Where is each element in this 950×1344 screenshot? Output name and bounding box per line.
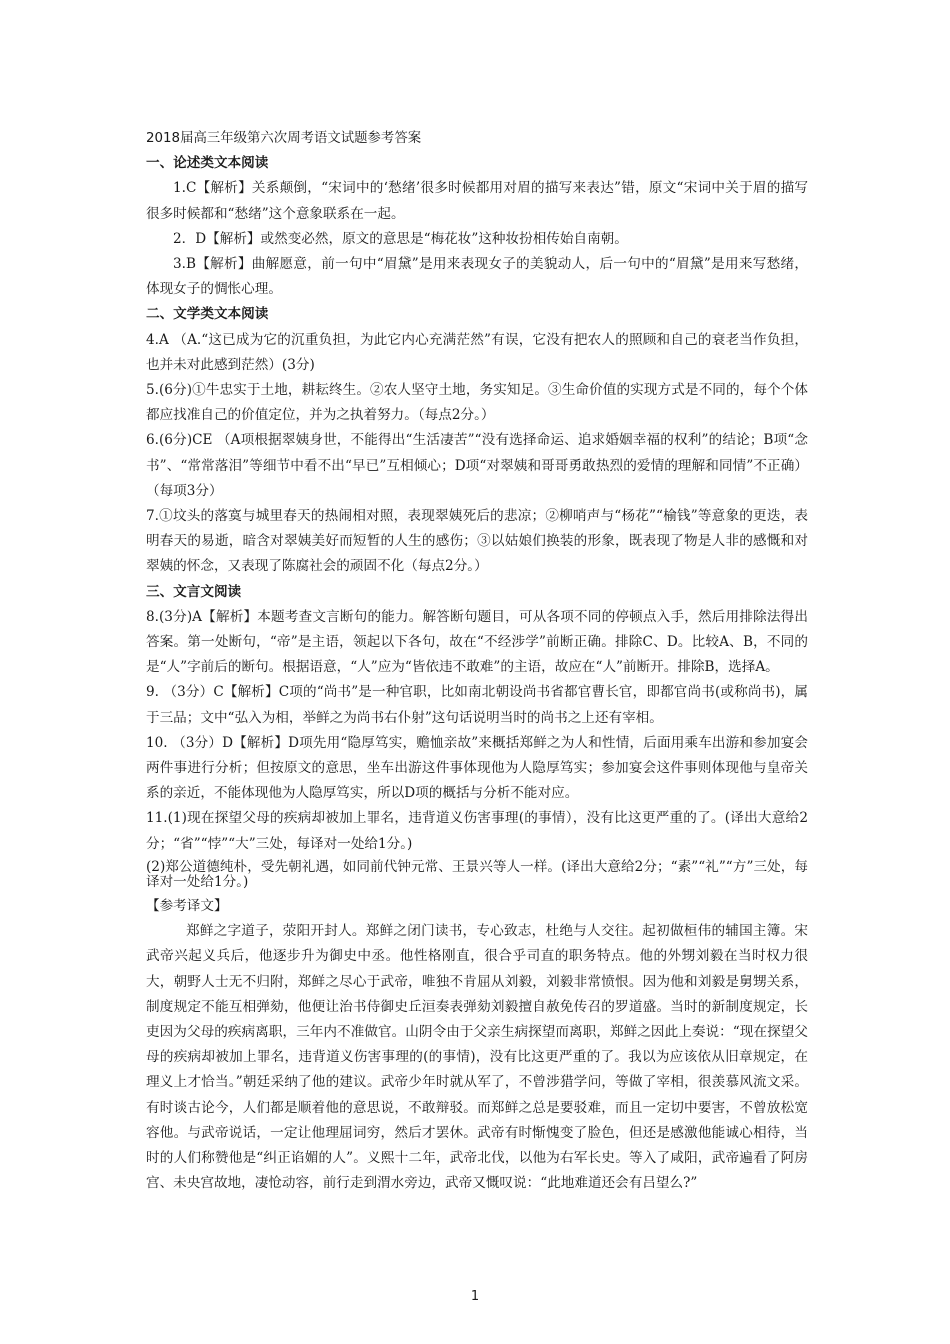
answer-5: 5.(6分)①牛忠实于土地，耕耘终生。②农人坚守土地，务实知足。③生命价值的实现方式是不同的，每个个体都应找准自己的价值定位，并为之执着努力。（每点2分。） <box>146 382 808 424</box>
answer-7: 7.①坟头的落寞与城里春天的热闹相对照，表现翠姨死后的悲凉；②柳哨声与“杨花”“榆钱”等意象的更迭，表明春天的易逝，暗含对翠姨美好而短暂的人生的感伤；③以姑娘们换装的形象，既表现了物是人非的感慨和对翠姨的怀念，又表现了陈腐社会的顽固不化（每点2分。） <box>146 508 808 575</box>
document-body <box>146 126 808 1196</box>
answer-2: 2．D【解析】或然变必然，原文的意思是“梅花妆”这种妆扮相传始自南朝。 <box>173 230 628 247</box>
answer-8: 8.(3分)A【解析】本题考查文言断句的能力。解答断句题目，可从各项不同的停顿点入手，然后用排除法得出答案。第一处断句，“帝”是主语，领起以下各句，故在“不经涉学”前断正确。排除C、D。比较A、B，不同的是“人”字前后的断句。根据语意，“人”应为“皆依违不敢难”的主语，故应在“人”前断开。排除B，选择A。 <box>146 608 808 676</box>
answer-4: 4.A （A.“这已成为它的沉重负担，为此它内心充满茫然”有误，它没有把农人的照顾和自己的衰老当作负担，也并未对此感到茫然）(3分) <box>146 331 808 373</box>
answer-3: 3.B【解析】曲解愿意，前一句中“眉黛”是用来表现女子的美貌动人，后一句中的“眉黛”是用来写愁绪，体现女子的惆怅心理。 <box>146 256 808 298</box>
answer-11-part-2: (2)郑公道德纯朴，受先朝礼遇，如同前代钟元常、王景兴等人一样。(译出大意给2分；“素”“礼”“方”三处，每译对一处给1分。) <box>146 858 808 891</box>
document-title: 2018届高三年级第六次周考语文试题参考答案 <box>146 131 422 146</box>
answer-6: 6.(6分)CE （A项根据翠姨身世，不能得出“生活凄苦”“没有选择命运、追求婚姻幸福的权利”的结论；B项“念书”、“常常落泪”等细节中看不出“早已”互相倾心；D项“对翠姨和哥哥勇敢热烈的爱情的理解和同情”不正确）（每项3分） <box>146 432 808 499</box>
answer-11-part-1: 11.(1)现在探望父母的疾病却被加上罪名，违背道义伤害事理(的事情），没有比这更严重的了。(译出大意给2分；“省”“悖”“大”三处，每译对一处给1分。) <box>146 810 808 852</box>
section-heading-2: 二、文学类文本阅读 <box>146 306 269 323</box>
answer-9: 9. （3分）C【解析】C项的“尚书”是一种官职，比如南北朝设尚书省都官曹长官，即都官尚书(或称尚书)，属于三品；文中“弘入为相，举鲜之为尚书右仆射”这句话说明当时的尚书之上还有宰相。 <box>146 684 808 726</box>
translation-text: 郑鲜之字道子，荥阳开封人。郑鲜之闭门读书，专心致志，杜绝与人交往。起初做桓伟的辅国主簿。宋武帝兴起义兵后，他逐步升为御史中丞。他性格刚直，很合乎司直的职务特点。他的外甥刘毅在当时权力很大，朝野人士无不归附，郑鲜之尽心于武帝，唯独不肯屈从刘毅，刘毅非常愤恨。因为他和刘毅是舅甥关系，制度规定不能互相弹劾，他便让治书侍御史丘洹奏表弹劾刘毅擅自赦免传召的罗道盛。当时的新制度规定，长吏因为父母的疾病离职，三年内不准做官。山阴令由于父亲生病探望而离职，郑鲜之因此上奏说：“现在探望父母的疾病却被加上罪名，违背道义伤害事理的(的事情)，没有比这更严重的了。我以为应该依从旧章规定，在理义上才恰当。”朝廷采纳了他的建议。武帝少年时就从军了，不曾涉猎学问，等做了宰相，很羡慕风流文采。有时谈古论今，人们都是顺着他的意思说，不敢辩驳。而郑鲜之总是要驳难，而且一定切中要害，不曾放松宽容他。与武帝说话，一定让他理屈词穷，然后才罢休。武帝有时惭愧变了脸色，但还是感激他能诚心相待，当时的人们称赞他是“纠正谄媚的人”。义熙十二年，武帝北伐，以他为右军长史。等入了咸阳，武帝遍看了阿房宫、未央宫故地，凄怆动容，前行走到渭水旁边，武帝又慨叹说：“此地难道还会有吕望么?” <box>146 923 808 1192</box>
answer-1: 1.C【解析】关系颠倒，“宋词中的‘愁绪’很多时候都用对眉的描写来表达”错，原文“宋词中关于眉的描写很多时候都和“愁绪”这个意象联系在一起。 <box>146 180 808 222</box>
section-heading-3: 三、文言文阅读 <box>146 583 242 600</box>
section-heading-1: 一、论述类文本阅读 <box>146 155 269 172</box>
translation-heading: 【参考译文】 <box>146 897 228 914</box>
page-number: 1 <box>470 1289 480 1304</box>
answer-10: 10. （3分）D【解析】D项先用“隐厚笃实，赡恤亲故”来概括郑鲜之为人和性情，后面用乘车出游和参加宴会两件事进行分析；但按原文的意思，坐车出游这件事体现他为人隐厚笃实；参加宴会这件事则体现他与皇帝关系的亲近，不能体现他为人隐厚笃实，所以D项的概括与分析不能对应。 <box>146 734 808 802</box>
